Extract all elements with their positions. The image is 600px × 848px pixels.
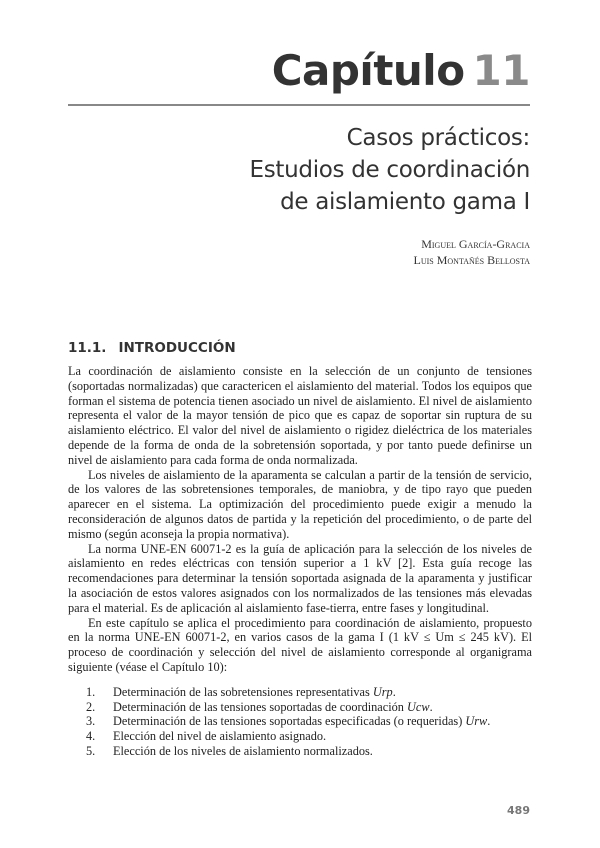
list-symbol: Urw [465,714,488,729]
list-item [68,700,532,715]
list-item [68,714,532,729]
chapter-number: 11 [472,46,530,95]
section-title: INTRODUCCIÓN [118,340,236,356]
list-symbol: Ucw [407,699,430,714]
list-symbol: Urp [372,684,393,699]
title-line-1: Casos prácticos: [346,125,530,151]
title-line-3: de aislamiento gama I [280,189,530,215]
list-number: 5. [86,743,96,758]
section-heading [68,340,236,356]
list-number: 1. [86,684,96,699]
list-end: . [392,684,396,699]
list-item [68,744,532,759]
list-number: 3. [86,714,96,729]
list-end: . [429,699,433,714]
list-text: Determinación de las tensiones soportadas de coordinación [113,699,408,714]
list-item [68,685,532,700]
list-number: 2. [86,699,96,714]
list-text: Determinación de las tensiones soportadas especificadas (o requeridas) [113,714,466,729]
authors [414,236,531,268]
paragraph: La coordinación de aislamiento consiste en la selección de un conjunto de tensiones (soportadas normalizadas) que caractericen el aislamiento del material. Todos los equipos que forman el sistema de potencia tienen asociado un nivel de aislamiento. El nivel de aislamiento representa el valor de la mayor tensión de pico que es capaz de soportar sin ruptura de su aislamiento eléctrico. El valor del nivel de aislamiento o rigidez dieléctrica de los materiales depende de la forma de onda de la sobretensión soportada, y por tanto puede definirse un nivel de aislamiento para cada forma de onda normalizada. [68,364,532,467]
chapter-divider [68,104,530,106]
page-number: 489 [507,804,530,817]
section-number: 11.1. [68,340,107,356]
list-number: 4. [86,729,96,744]
body-text [68,364,532,759]
author-2: Luis Montañés Bellosta [413,253,530,267]
chapter-label: Capítulo [271,46,465,95]
chapter-title [249,122,530,218]
title-line-2: Estudios de coordinación [249,157,530,183]
list-text: Elección de los niveles de aislamiento normalizados. [113,743,373,758]
author-1: Miguel García-Gracia [421,237,530,251]
paragraph: Los niveles de aislamiento de la aparamenta se calculan a partir de la tensión de servicio, de los valores de las sobretensiones temporales, de maniobra, y de tipo rayo que pueden aparecer en el sistema. La optimización del procedimiento puede exigir a menudo la reconsideración de algunos datos de partida y la repetición del procedimiento, o de parte del mismo (según aconseja la propia normativa). [68,467,532,541]
list-text: Elección del nivel de aislamiento asignado. [113,729,327,744]
paragraph: En este capítulo se aplica el procedimiento para coordinación de aislamiento, propuesto en la norma UNE-EN 60071-2, en varios casos de la gama I (1 kV ≤ Um ≤ 245 kV). El proceso de coordinación y selección del nivel de aislamiento corresponde al organigrama siguiente (véase el Capítulo 10): [68,615,532,674]
list-text: Determinación de las sobretensiones representativas [113,684,373,699]
chapter-heading [272,46,530,95]
procedure-list [68,685,532,759]
paragraph: La norma UNE-EN 60071-2 es la guía de aplicación para la selección de los niveles de aislamiento en redes eléctricas con tensión superior a 1 kV [2]. Esta guía recoge las recomendaciones para determinar la tensión soportada asignada de la aparamenta y justificar la asociación de estos valores asignados con los normalizados de las tensiones más elevadas para el material. Es de aplicación al aislamiento fase-tierra, entre fases y longitudinal. [68,541,532,615]
list-item [68,729,532,744]
list-end: . [487,714,491,729]
